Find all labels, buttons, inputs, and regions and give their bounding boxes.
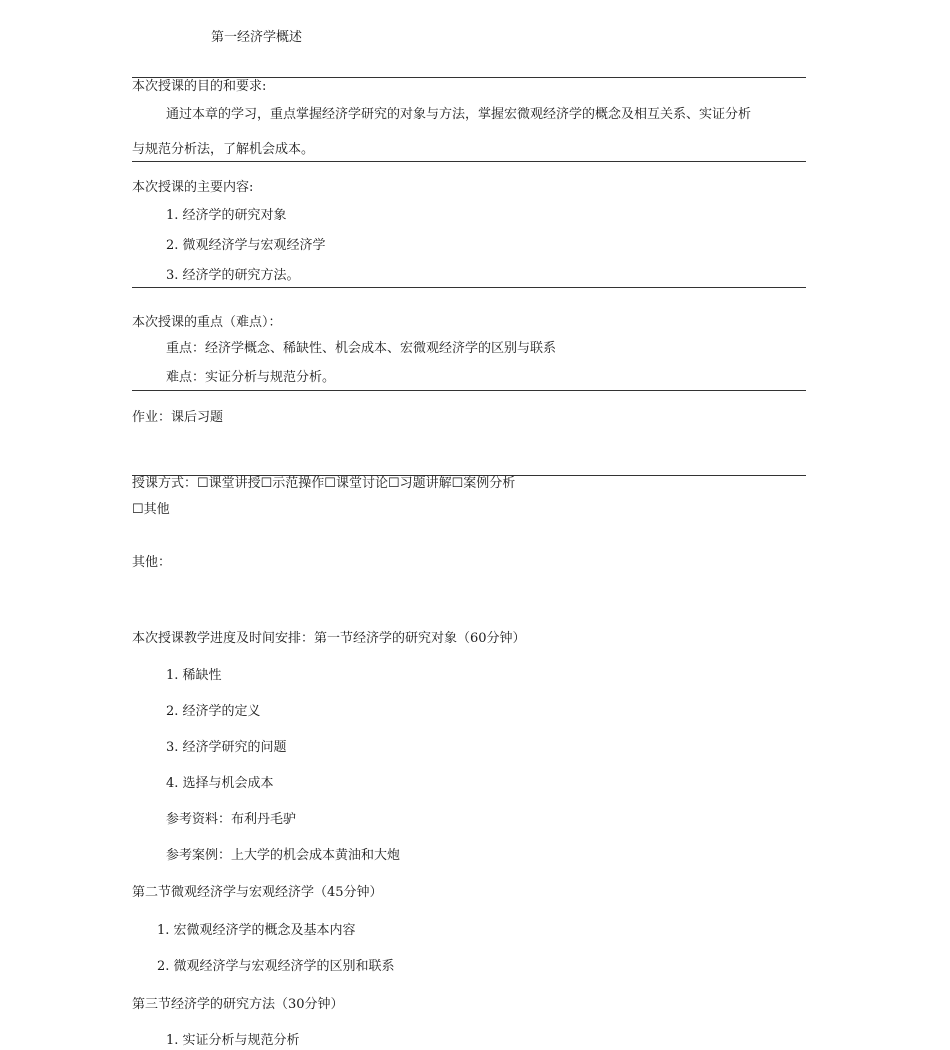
divider bbox=[132, 161, 806, 162]
schedule-heading: 本次授课教学进度及时间安排：第一节经济学的研究对象（60分钟） bbox=[132, 631, 526, 646]
section1-item: 3. 经济学研究的问题 bbox=[166, 740, 287, 755]
reference-case: 参考案例：上大学的机会成本黄油和大炮 bbox=[166, 848, 401, 863]
divider bbox=[132, 77, 806, 78]
section2-item: 2. 微观经济学与宏观经济学的区别和联系 bbox=[157, 959, 395, 974]
divider bbox=[132, 390, 806, 391]
other-label: 其他： bbox=[132, 555, 172, 570]
section1-item: 4. 选择与机会成本 bbox=[166, 776, 274, 791]
section3-item: 1. 实证分析与规范分析 bbox=[166, 1033, 300, 1048]
main-content-item: 2. 微观经济学与宏观经济学 bbox=[166, 238, 326, 253]
main-content-item: 3. 经济学的研究方法。 bbox=[166, 268, 300, 283]
section1-item: 2. 经济学的定义 bbox=[166, 704, 261, 719]
objectives-text: 通过本章的学习，重点掌握经济学研究的对象与方法，掌握宏微观经济学的概念及相互关系、实证分析 bbox=[166, 107, 752, 122]
section2-item: 1. 宏微观经济学的概念及基本内容 bbox=[157, 923, 356, 938]
key-difficulty: 难点：实证分析与规范分析。 bbox=[166, 370, 336, 385]
chapter-title: 第一经济学概述 bbox=[211, 30, 303, 45]
key-points-heading: 本次授课的重点（难点）： bbox=[132, 315, 282, 330]
main-content-item: 1. 经济学的研究对象 bbox=[166, 208, 287, 223]
section3-heading: 第三节经济学的研究方法（30分钟） bbox=[132, 997, 344, 1012]
section1-item: 1. 稀缺性 bbox=[166, 668, 222, 683]
objectives-heading: 本次授课的目的和要求: bbox=[132, 79, 267, 94]
main-content-heading: 本次授课的主要内容: bbox=[132, 180, 254, 195]
key-focus: 重点：经济学概念、稀缺性、机会成本、宏微观经济学的区别与联系 bbox=[166, 341, 557, 356]
divider bbox=[132, 287, 806, 288]
homework: 作业：课后习题 bbox=[132, 410, 224, 425]
section2-heading: 第二节微观经济学与宏观经济学（45分钟） bbox=[132, 885, 383, 900]
teaching-method-other: ☐其他 bbox=[132, 502, 170, 517]
reference-material: 参考资料：布利丹毛驴 bbox=[166, 812, 297, 827]
objectives-text-continued: 与规范分析法，了解机会成本。 bbox=[132, 142, 315, 157]
teaching-method: 授课方式：☐课堂讲授☐示范操作☐课堂讨论☐习题讲解☐案例分析 bbox=[132, 476, 516, 491]
